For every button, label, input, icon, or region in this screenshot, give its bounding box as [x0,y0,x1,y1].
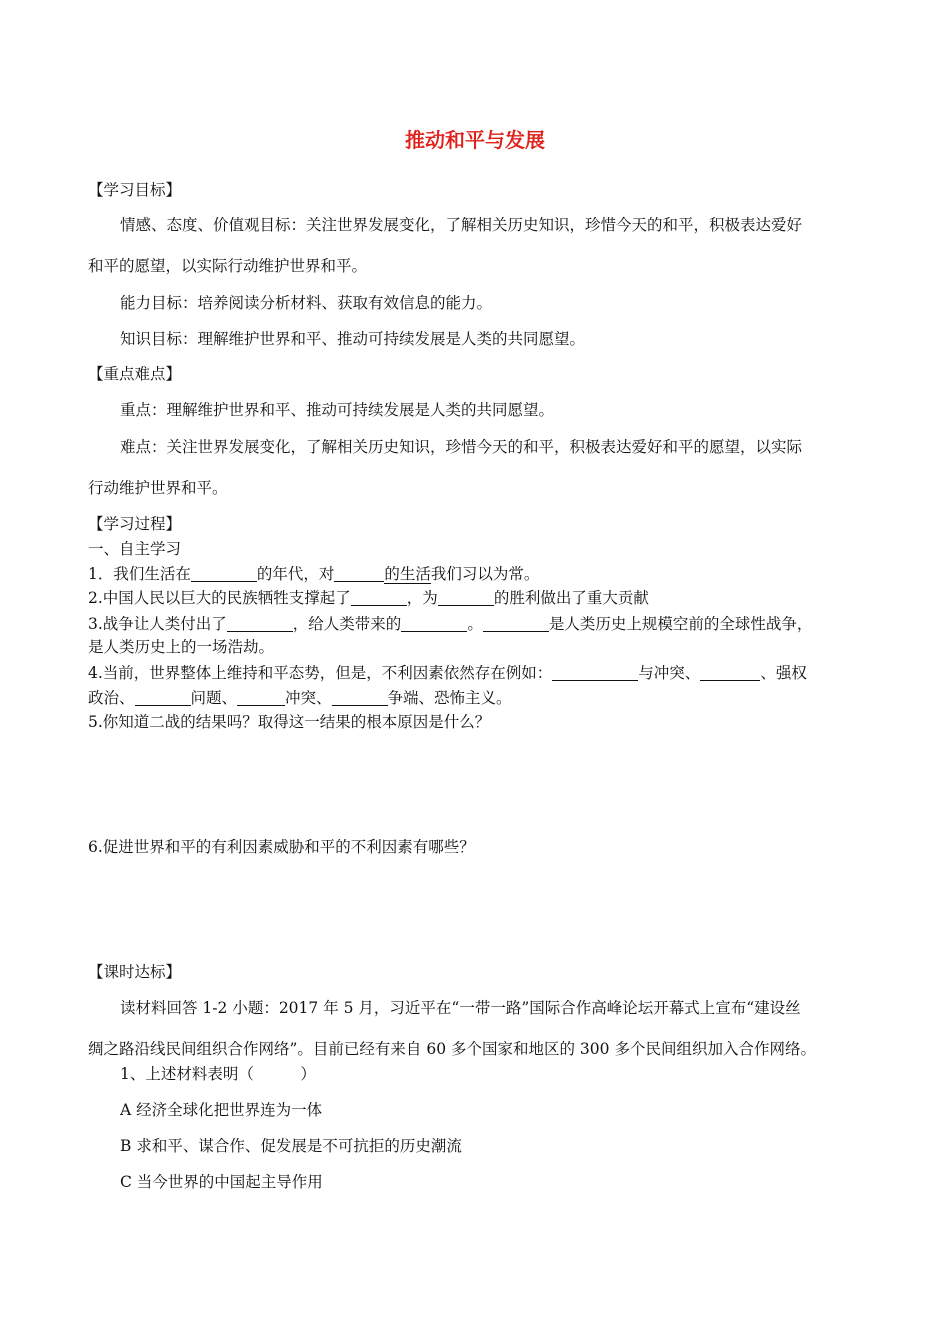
fill-blank[interactable] [483,615,549,632]
fill-blank[interactable] [334,565,384,582]
fill-blank[interactable] [332,689,388,706]
material-line2: 绸之路沿线民间组织合作网络”。目前已经有来自 60 多个国家和地区的 300 多个民间组织加入合作网络。 [88,1040,816,1058]
option-c[interactable]: C 当今世界的中国起主导作用 [120,1173,323,1191]
section-heading-practice: 【课时达标】 [88,963,182,981]
question-3-line2: 是人类历史上的一场浩劫。 [88,638,275,656]
fill-blank[interactable] [227,615,293,632]
option-b[interactable]: B 求和平、谋合作、促发展是不可抗拒的历史潮流 [120,1137,462,1155]
section-heading-goals: 【学习目标】 [88,181,182,199]
option-a[interactable]: A 经济全球化把世界连为一体 [120,1101,323,1119]
fill-blank[interactable] [552,664,638,681]
practice-question-1: 1、上述材料表明（ ） [120,1065,316,1083]
document-title: 推动和平与发展 [405,128,545,152]
goal-emotion-line2: 和平的愿望，以实际行动维护世界和平。 [88,257,368,275]
fill-blank[interactable] [438,589,494,606]
subheading-self-study: 一、自主学习 [88,540,182,558]
question-4-line2: 政治、 问题、 冲突、 争端、恐怖主义。 [88,689,512,707]
key-point: 重点：理解维护世界和平、推动可持续发展是人类的共同愿望。 [120,401,555,419]
fill-blank[interactable] [351,589,407,606]
question-2: 2.中国人民以巨大的民族牺牲支撑起了 ，为 的胜利做出了重大贡献 [88,589,649,607]
difficult-line2: 行动维护世界和平。 [88,479,228,497]
goal-knowledge: 知识目标：理解维护世界和平、推动可持续发展是人类的共同愿望。 [120,330,586,348]
section-heading-process: 【学习过程】 [88,515,182,533]
goal-emotion-line1: 情感、态度、价值观目标：关注世界发展变化，了解相关历史知识，珍惜今天的和平，积极表达爱好 [120,216,803,234]
goal-ability: 能力目标：培养阅读分析材料、获取有效信息的能力。 [120,294,493,312]
difficult-line1: 难点：关注世界发展变化，了解相关历史知识，珍惜今天的和平，积极表达爱好和平的愿望，以实际 [120,438,803,456]
material-line1: 读材料回答 1-2 小题：2017 年 5 月，习近平在“一带一路”国际合作高峰论坛开幕式上宣布“建设丝 [120,999,801,1017]
question-3-line1: 3.战争让人类付出了 ，给人类带来的 。 是人类历史上规模空前的全球性战争， [88,615,813,633]
question-6: 6.促进世界和平的有利因素威胁和平的不利因素有哪些？ [88,838,475,856]
fill-blank[interactable] [401,615,467,632]
fill-blank[interactable] [700,664,760,681]
fill-blank[interactable] [237,689,285,706]
question-4-line1: 4.当前，世界整体上维持和平态势，但是，不利因素依然存在例如： 与冲突、 、强权 [88,664,807,682]
fill-blank[interactable] [191,565,257,582]
section-heading-key: 【重点难点】 [88,365,182,383]
question-5: 5.你知道二战的结果吗？取得这一结果的根本原因是什么？ [88,713,491,731]
fill-blank[interactable] [135,689,191,706]
question-1: 1．我们生活在 的年代，对 的生活我们习以为常。 [88,565,540,583]
